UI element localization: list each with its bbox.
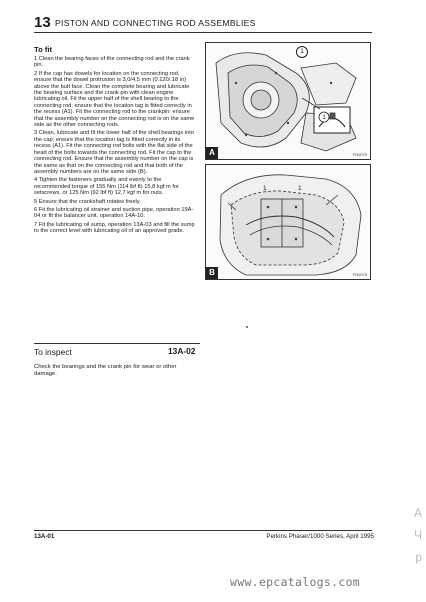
chapter-number: 13 <box>34 14 51 31</box>
to-inspect-rule <box>34 343 200 344</box>
step-6: 6 Fit the lubricating oil strainer and suction pipe, operation 19A-04 or fit the balancer unit, operation 14A-10. <box>34 206 194 220</box>
chapter-title: PISTON AND CONNECTING ROD ASSEMBLIES <box>55 18 256 28</box>
edge-glyph-1: A <box>413 506 422 520</box>
to-fit-steps <box>34 56 198 237</box>
step-5: 5 Ensure that the crankshaft rotates freely. <box>34 198 141 205</box>
header-rule <box>34 32 372 33</box>
footer-rule <box>34 530 372 531</box>
step-4: 4 Tighten the fasteners gradually and evenly to the recommended torque of 155 Nm (114 lbf ft) 15,8 kgf m for setscrews, or 125 Nm (92 lbf ft) 12,7 kgf m for nuts. <box>34 177 179 197</box>
footer-title: Perkins Phaser/1000 Series, April 1995 <box>266 533 374 540</box>
figure-b <box>205 164 371 280</box>
to-inspect-heading: To inspect <box>34 347 72 357</box>
scan-speck <box>246 326 248 328</box>
callout-top-a: 1 <box>296 46 308 58</box>
step-1: 1 Clean the bearing faces of the connecting rod and the crank pin. <box>34 56 190 69</box>
figure-b-illustration <box>206 165 370 279</box>
step-3: 3 Clean, lubricate and fit the lower half of the shell bearings into the cap; ensure that the location tag is fitted correctly in its recess (A1). Fit the connecting rod bolts with the flat side of the head of the bolts towards the connecting rod. Fit the cap to the connecting rod. Ensure that the assembly number on the cap is the same as that on the connecting rod and that both of the assembly numbers are on the same side (B). <box>34 130 194 175</box>
figure-a <box>205 42 371 160</box>
step-7: 7 Fit the lubricating oil sump, operation 13A-03 and fill the sump to the correct level with lubricating oil of an approved grade. <box>34 221 195 235</box>
figure-a-label: A <box>206 147 218 159</box>
figure-a-illustration <box>206 43 370 159</box>
figure-b-label: B <box>206 267 218 279</box>
to-inspect-number: 13A-02 <box>168 346 196 356</box>
step-2: 2 If the cap has dowels for location on the connecting rod, ensure that the dowel protrusion is 3,0/4,5 mm (0.120/.18 in) above the butt face. Clean the complete bearing and lubricate the bearing surface and the crank pin with clean engine lubricating oil. Fit the upper half of the shell bearing to the connecting rod, ensure that the location tag is fitted correctly in the recess (A1). Fit the connecting rod to the crankpin: ensure that the assembly number on the connecting rod is on the same side as the other connecting rods. <box>34 70 195 129</box>
edge-glyph-3: р <box>415 550 422 564</box>
callout-detail-a: 1 <box>322 114 326 121</box>
page-header <box>34 14 334 32</box>
figure-b-code: FN0076 <box>352 272 367 277</box>
figure-a-code: FN0075 <box>352 152 367 157</box>
callout-left-b: 1 <box>263 185 267 192</box>
edge-glyph-2: Ч <box>414 528 422 542</box>
watermark: www.epcatalogs.com <box>230 575 361 589</box>
footer-code: 13A-01 <box>34 533 55 540</box>
callout-right-b: 1 <box>298 185 302 192</box>
to-fit-heading: To fit <box>34 45 52 54</box>
to-inspect-text: Check the bearings and the crank pin for wear or other damage. <box>34 364 177 377</box>
